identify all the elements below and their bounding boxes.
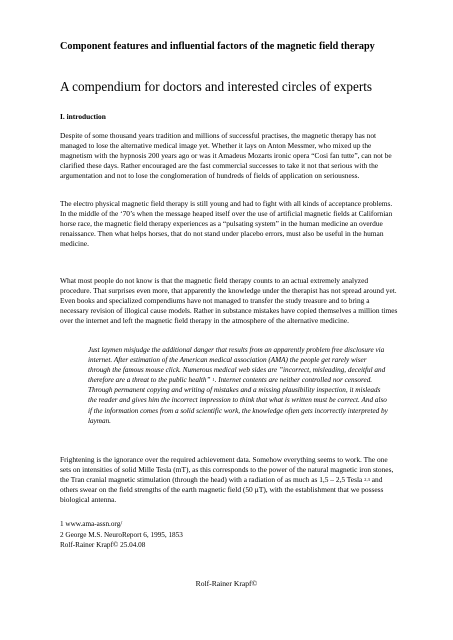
paragraph-3: What most people do not know is that the magnetic field therapy counts to an actual extremely analyzed procedure. That surprises even more, that apparently the knowledge under the therapist has not spread around yet. Even books and specialized compendiums have not managed to transfer the study treasure and to bring a necessary revision of illogical cause models. Rather in substance mistakes have copied themselves a million times over the internet and left the magnetic field therapy in the atmosphere of the alternative medicine. [60, 276, 398, 326]
document-title: Component features and influential factors of the magnetic field therapy [60, 41, 375, 52]
paragraph-4 [60, 455, 400, 505]
section-heading: I. introduction [60, 112, 106, 121]
paragraph-2: The electro physical magnetic field therapy is still young and had to fight with all kinds of acceptance problems. In the middle of the ‘70’s when the message heaped itself over the use of artificial magnetic fields at Californian horse race, the magnetic field therapy experiences as a “pulsating system” in the human medicine an overdue renaissance. Then what helps horses, that do not stand under placebo errors, must also be useful in the human medicine. [60, 199, 393, 249]
footnote-ref-1: 1 [212, 377, 215, 383]
footnote-ref-2-3: 2,3 [364, 477, 370, 483]
quote-text-end: . Internet contents are neither controlled nor censored. Through permanent copying and writing of mistakes and a missing plausibility inspection, it misleads the reader and gives him the incorrect impression to think that what is written must be correct. And also if the information comes from a solid scientific work, the knowledge often gets incorrectly interpreted by layman. [88, 376, 388, 425]
footnote-2: 2 George M.S. NeuroReport 6, 1995, 1853 [60, 530, 183, 539]
paragraph-4-start: Frightening is the ignorance over the required achievement data. Somehow everything seems to work. The one sets on intensities of solid Mille Tesla (mT), as this corresponds to the power of the natural magnetic iron stones, the Tran cranial magnetic stimulation (through the head) with a radiation of as much as 1,5 – 2,5 Tesla [60, 455, 394, 485]
footer-author: Rolf-Rainer Krapf© [195, 579, 258, 588]
block-quote [88, 345, 388, 426]
footnote-1: 1 www.ama-assn.org/ [60, 520, 123, 528]
document-subtitle: A compendium for doctors and interested circles of experts [60, 79, 373, 94]
footnote-copyright: Rolf-Rainer Krapf© 25.04.08 [60, 541, 146, 549]
quote-text-start: Just laymen misjudge the additional danger that results from an apparently problem free disclosure via internet. After estimation of the American medical association (AMA) the people get rarely wiser through the famous mouse click. Numerous medical web sides are ”incorrect, misleading, deceitful and therefore are a threat to the public health” [88, 346, 386, 385]
footnotes [60, 519, 360, 551]
paragraph-1: Despite of some thousand years tradition and millions of successful practises, the magnetic therapy has not managed to lose the alternative medical image yet. Whether it lays on Anton Messmer, who mixed up the magnetism with the hypnosis 200 years ago or was it Amadeus Mozarts ironic opera “Cosi fan tutte”, can not be clarified these days. Rather encouraged are the fast commercial successes to take it not that serious with the argumentation and not to lose the conglomeration of hundreds of fields of application on seriousness. [60, 131, 392, 181]
paragraph-4-end: and others swear on the field strengths of the earth magnetic field (50 µT), with the establishment that we possess biological antenna. [60, 475, 384, 505]
